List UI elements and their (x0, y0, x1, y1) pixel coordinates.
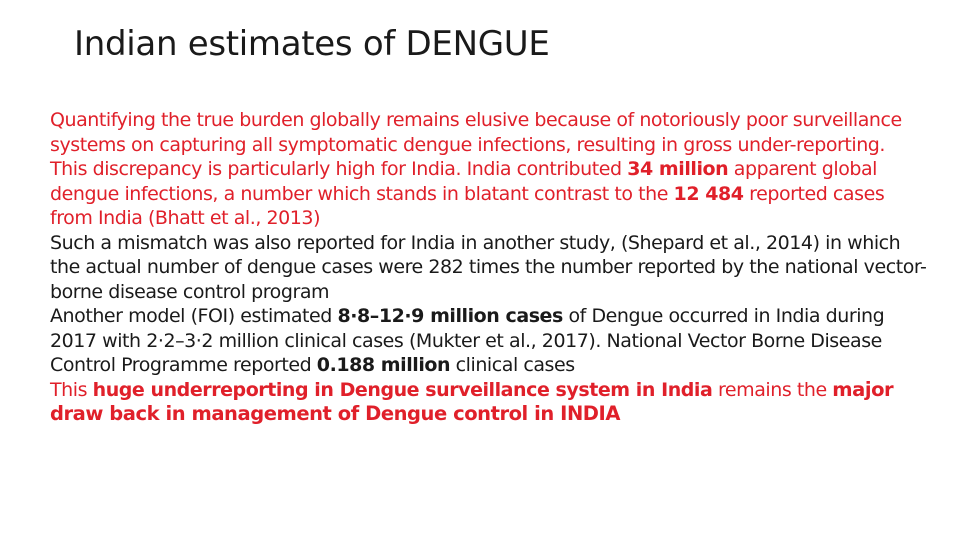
paragraph-discrepancy (50, 157, 930, 231)
slide-body (50, 108, 930, 427)
discrepancy-highlight-12484: 12 484 (673, 182, 744, 205)
paragraph-foi-model (50, 304, 930, 378)
paragraph-mismatch (50, 231, 930, 305)
conclusion-text-1: This (50, 378, 93, 401)
foi-highlight-cases: 8·8–12·9 million cases (337, 305, 563, 327)
burden-text: Quantifying the true burden globally remains elusive because of notoriously poor surveillance systems on capturing all symptomatic dengue infections, resulting in gross under-reporting. (50, 109, 902, 156)
mismatch-text: Such a mismatch was also reported for India in another study, (Shepard et al., 2014) in which the actual number of dengue cases were 282 times the number reported by the national vector-borne disease control program (50, 231, 927, 303)
discrepancy-text-2: apparent global dengue infections, a number which stands in blatant contrast to the (50, 158, 877, 205)
foi-text-3: clinical cases (450, 354, 575, 376)
foi-text-2: of Dengue occurred in India during 2017 with 2·2–3·2 million clinical cases (Mukter et al., 2017). National Vector Borne Disease Control Programme reported (50, 305, 885, 376)
foi-text-1: Another model (FOI) estimated (50, 305, 338, 327)
discrepancy-text-3: reported cases from India (Bhatt et al., 2013) (50, 182, 885, 229)
conclusion-highlight-underreporting: huge underreporting in Dengue surveillance system in India (92, 378, 713, 401)
conclusion-highlight-major-drawback: major draw back in management of Dengue control in INDIA (50, 377, 894, 425)
paragraph-conclusion (50, 378, 930, 427)
conclusion-text-2: remains the (712, 378, 833, 401)
paragraph-burden (50, 108, 930, 157)
foi-highlight-0188-million: 0.188 million (316, 354, 451, 376)
slide-title: Indian estimates of DENGUE (74, 24, 550, 64)
discrepancy-text-1: This discrepancy is particularly high for India. India contributed (50, 158, 628, 180)
discrepancy-highlight-34-million: 34 million (627, 158, 729, 180)
